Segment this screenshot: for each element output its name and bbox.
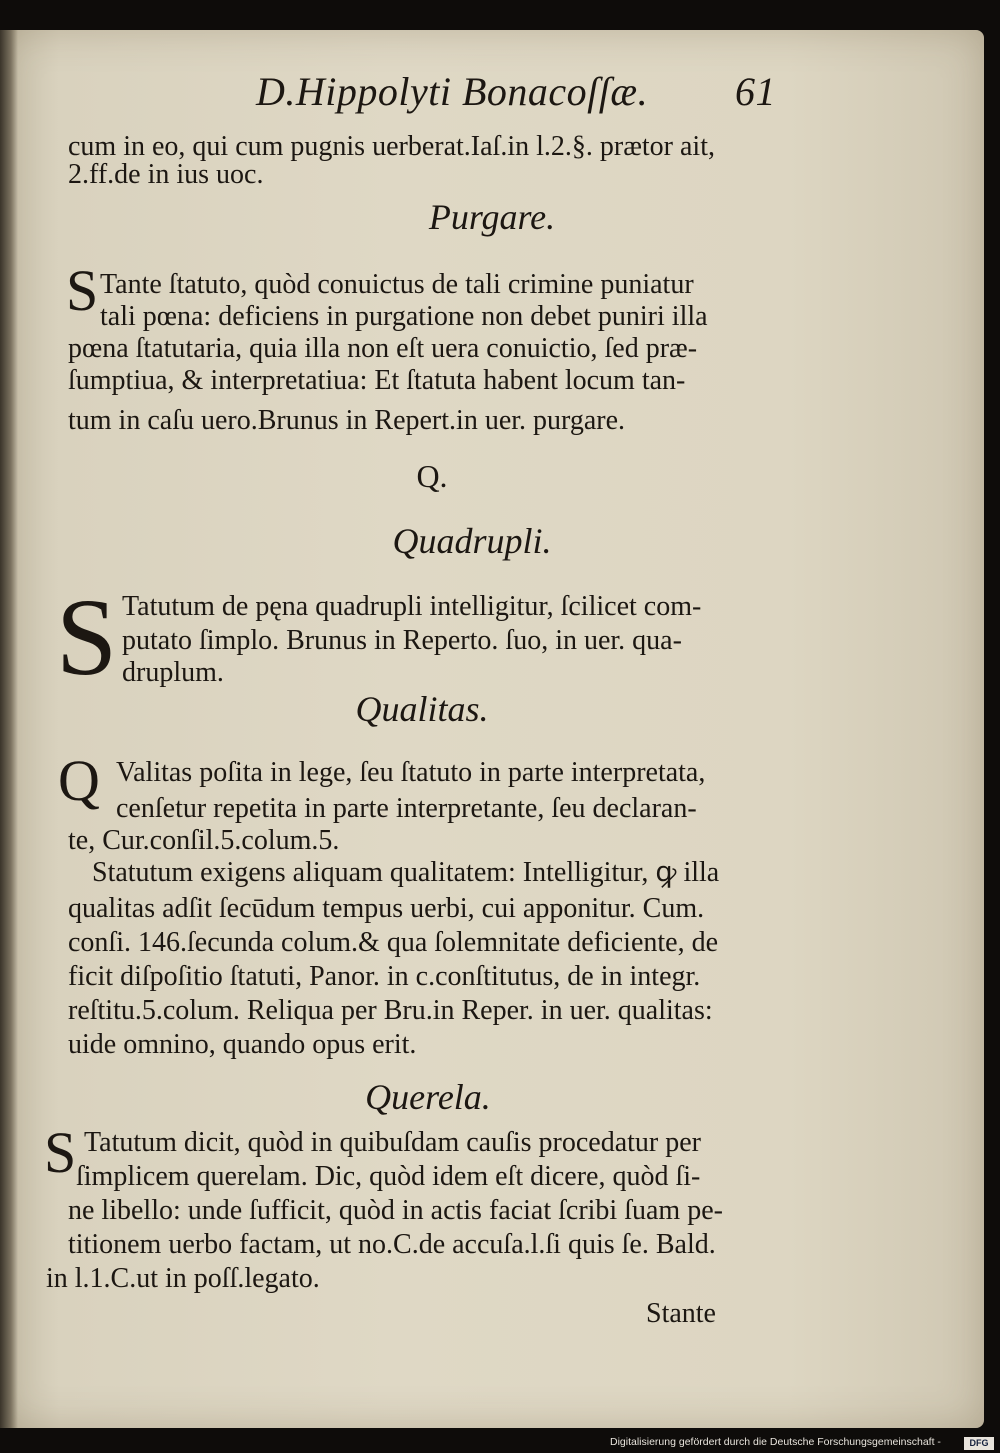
text-line: Tante ſtatuto, quòd conuictus de tali crimine puniatur [100,269,694,300]
text-line: pœna ſtatutaria, quia illa non eſt uera conuictio, ſed præ- [68,333,698,364]
book-page [0,30,984,1428]
text-line: ne libello: unde ſufficit, quòd in actis faciat ſcribi ſuam pe- [68,1195,723,1226]
text-line: Valitas poſita in lege, ſeu ſtatuto in parte interpretata, [116,757,706,788]
text-line: tum in caſu uero.Brunus in Repert.in uer. purgare. [68,405,626,436]
text-line: conſi. 146.ſecunda colum.& qua ſolemnitate deficiente, de [68,927,719,958]
initial-letter: Q [58,748,100,813]
text-line: uide omnino, quando opus erit. [68,1029,417,1060]
section-heading-quadrupli: Quadrupli. [392,521,552,561]
text-line: Tatutum de pęna quadrupli intelligitur, ſcilicet com- [122,591,702,622]
initial-letter: S [66,258,99,323]
text-line: te, Cur.conſil.5.colum.5. [68,825,340,856]
section-heading-qualitas: Qualitas. [355,689,489,729]
alphabet-letter: Q. [416,458,448,494]
initial-letter: S [44,1120,77,1185]
text-line: cenſetur repetita in parte interpretante, ſeu declaran- [116,793,697,824]
text-line: titionem uerbo factam, ut no.C.de accuſa.l.ſi quis ſe. Bald. [68,1229,716,1260]
intro-line: 2.ff.de in ius uoc. [68,159,264,190]
text-line: ſumptiua, & interpretatiua: Et ſtatuta habent locum tan- [68,365,686,396]
text-line: putato ſimplo. Brunus in Reperto. ſuo, in uer. qua- [122,625,682,656]
text-line: qualitas adſit ſecūdum tempus uerbi, cui apponitur. Cum. [68,893,705,924]
catchword: Stante [646,1298,716,1329]
section-heading-querela: Querela. [365,1077,491,1117]
running-title: D.Hippolyti Bonacoſſæ. [256,69,649,114]
intro-line: cum in eo, qui cum pugnis uerberat.Iaſ.in l.2.§. prætor ait, [68,131,715,162]
digitization-credit: Digitalisierung gefördert durch die Deutsche Forschungsgemeinschaft - [610,1436,941,1448]
page-number: 61 [735,69,776,114]
text-line: reſtitu.5.colum. Reliqua per Bru.in Reper. in uer. qualitas: [68,995,713,1026]
dfg-logo: DFG [964,1437,994,1450]
text-line: druplum. [122,657,224,688]
text-line: in l.1.C.ut in poſſ.legato. [46,1263,320,1294]
running-header [256,68,776,128]
section-heading-purgare: Purgare. [428,197,556,237]
text-line: Statutum exigens aliquam qualitatem: Intelligitur, ꝙ illa [92,857,720,888]
text-line: Tatutum dicit, quòd in quibuſdam cauſis procedatur per [84,1127,701,1158]
text-line: ficit diſpoſitio ſtatuti, Panor. in c.conſtitutus, de in integr. [68,961,701,992]
text-line: ſimplicem querelam. Dic, quòd idem eſt dicere, quòd ſi- [76,1161,701,1192]
initial-letter: S [56,576,118,698]
text-line: tali pœna: deficiens in purgatione non debet puniri illa [100,301,708,332]
